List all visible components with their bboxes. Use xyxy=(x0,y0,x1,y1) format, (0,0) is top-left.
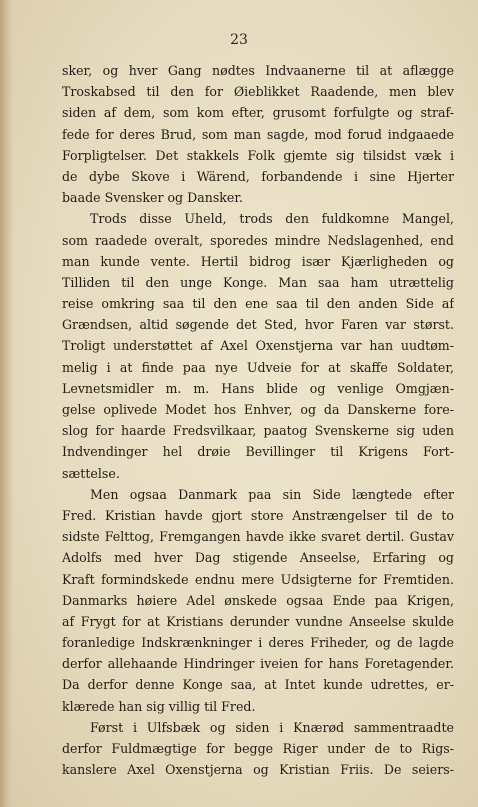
body-text xyxy=(62,60,454,780)
text-line: sættelse. xyxy=(62,465,120,481)
text-line: af Frygt for at Kristians derunder vundne Anseelse skulde xyxy=(62,613,454,629)
text-line: siden af dem, som kom efter, grusomt forfulgte og straf- xyxy=(62,105,454,121)
text-line: som raadede overalt, sporedes mindre Nedslagenhed, end xyxy=(62,232,454,248)
text-line: derfor Fuldmægtige for begge Riger under de to Rigs- xyxy=(62,741,454,756)
text-line: gelse oplivede Modet hos Enhver, og da Danskerne fore- xyxy=(62,402,454,417)
text-line: reise omkring saa til den ene saa til den anden Side af xyxy=(62,296,454,312)
text-line: man kunde vente. Hertil bidrog især Kjærligheden og xyxy=(62,253,454,269)
text-line: Indvendinger hel drøie Bevillinger til Krigens Fort- xyxy=(62,444,454,460)
text-line: Kraft formindskede endnu mere Udsigterne for Fremtiden. xyxy=(62,571,454,587)
text-line: Troskabsed til den for Øieblikket Raadende, men blev xyxy=(62,84,454,100)
text-line: melig i at finde paa nye Udveie for at skaffe Soldater, xyxy=(62,359,454,375)
text-line: Levnetsmidler m. m. Hans blide og venlige Omgjæn- xyxy=(62,380,454,396)
text-line: Adolfs med hver Dag stigende Anseelse, Erfaring og xyxy=(62,550,454,566)
text-line: kanslere Axel Oxenstjerna og Kristian Friis. De seiers- xyxy=(62,762,454,778)
page-gutter-shadow xyxy=(0,0,14,807)
text-line: Først i Ulfsbæk og siden i Knærød sammentraadte xyxy=(90,719,454,735)
text-line: Grændsen, altid søgende det Sted, hvor Faren var størst. xyxy=(62,317,454,333)
text-line: Trods disse Uheld, trods den fuldkomne Mangel, xyxy=(90,211,454,227)
text-line: slog for haarde Fredsvilkaar, paatog Svenskerne sig uden xyxy=(62,423,454,439)
page-number: 23 xyxy=(230,32,248,48)
text-line: Fred. Kristian havde gjort store Anstrængelser til de to xyxy=(62,507,454,523)
text-line: Danmarks høiere Adel ønskede ogsaa Ende paa Krigen, xyxy=(62,592,454,608)
text-line: baade Svensker og Dansker. xyxy=(62,190,244,206)
text-line: Men ogsaa Danmark paa sin Side længtede efter xyxy=(90,486,454,502)
text-line: foranledige Indskrænkninger i deres Friheder, og de lagde xyxy=(62,635,454,651)
text-line: fede for deres Brud, som man sagde, mod forud indgaaede xyxy=(62,126,454,142)
text-line: derfor allehaande Hindringer iveien for hans Foretagender. xyxy=(62,656,454,672)
text-line: Da derfor denne Konge saa, at Intet kunde udrettes, er- xyxy=(62,677,454,693)
text-line: klærede han sig villig til Fred. xyxy=(62,698,256,714)
text-line: de dybe Skove i Wärend, forbandende i sine Hjerter xyxy=(62,168,454,184)
text-line: Tilliden til den unge Konge. Man saa ham utrættelig xyxy=(62,274,454,290)
text-line: sidste Felttog, Fremgangen havde ikke svaret dertil. Gustav xyxy=(62,529,454,545)
text-line: Troligt understøttet af Axel Oxenstjerna var han uudtøm- xyxy=(62,338,454,354)
text-line: Forpligtelser. Det stakkels Folk gjemte sig tilsidst væk i xyxy=(62,147,454,163)
text-line: sker, og hver Gang nødtes Indvaanerne til at aflægge xyxy=(62,63,454,78)
